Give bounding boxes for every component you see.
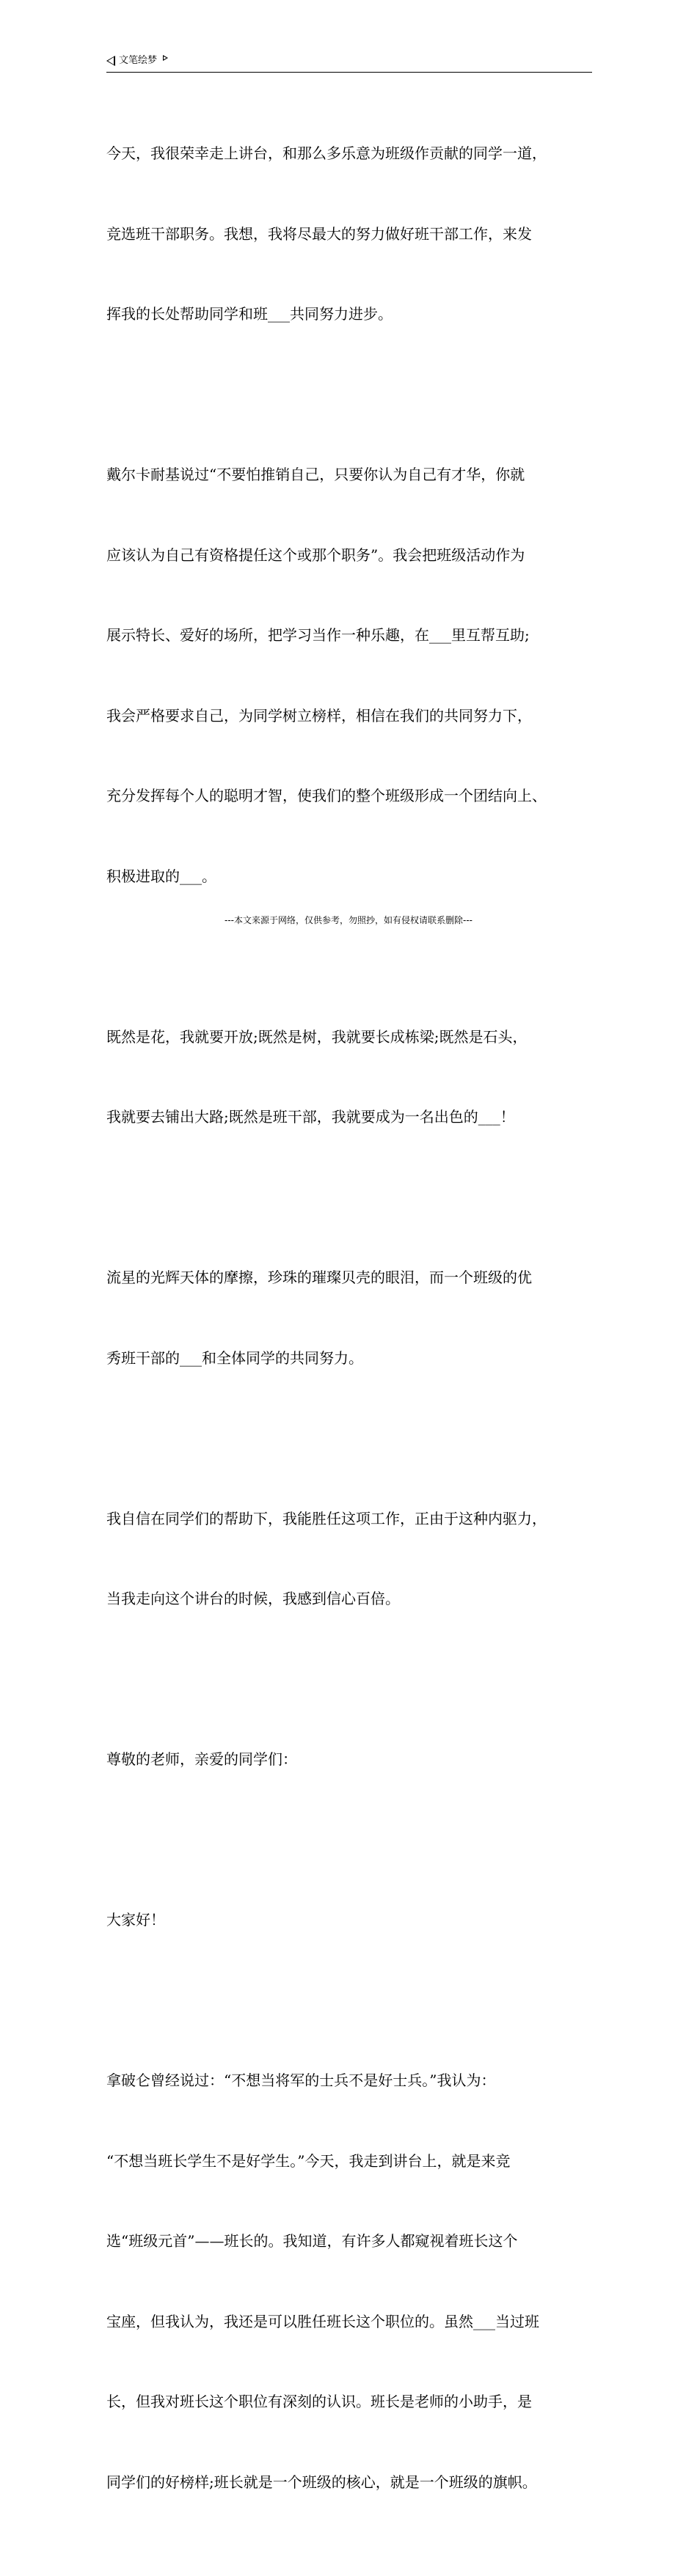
text-line: 戴尔卡耐基说过“不要怕推销自己，只要你认为自己有才华，你就 [106,466,525,483]
paragraph [106,87,596,381]
text-line: 充分发挥每个人的聪明才智，使我们的整个班级形成一个团结向上、 [106,787,547,804]
text-line: 积极进取的___。 [106,867,216,885]
document-body [106,87,596,2576]
text-line: 秀班干部的___和全体同学的共同努力。 [106,1348,363,1367]
paragraph [106,1211,596,1425]
header-title: 文笔绘梦 [119,55,158,66]
text-line: 我自信在同学们的帮助下，我能胜任这项工作，正由于这种内驱力， [106,1509,547,1527]
text-line: 既然是花，我就要开放;既然是树，我就要长成栋梁;既然是石头， [106,1027,528,1046]
text-line: 宝座，但我认为，我还是可以胜任班长这个职位的。虽然___当过班 [106,2312,539,2330]
text-line: 长，但我对班长这个职位有深刻的认识。班长是老师的小助手，是 [106,2393,532,2410]
text-line: 流星的光辉天体的摩擦，珍珠的璀璨贝壳的眼泪，而一个班级的优 [106,1269,532,1286]
paragraph [106,1452,596,1666]
text-line: 今天，我很荣幸走上讲台，和那么多乐意为班级作贡献的同学一道， [106,144,547,162]
right-triangle-icon [163,55,168,61]
paragraph [106,2014,596,2549]
text-line: “不想当班长学生不是好学生。”今天，我走到讲台上，就是来竞 [106,2151,511,2170]
page-header [106,53,592,73]
salutation [106,1692,596,1827]
left-triangle-icon [106,56,115,66]
text-line: 同学们的好榜样;班长就是一个班级的核心，就是一个班级的旗帜。 [106,2473,537,2491]
greeting [106,1853,596,1987]
text-line: 展示特长、爱好的场所，把学习当作一种乐趣，在___里互帮互助; [106,626,530,644]
text-line: 当我走向这个讲台的时候，我感到信心百倍。 [106,1590,400,1607]
text-line: 应该认为自己有资格提任这个或那个职务”。我会把班级活动作为 [106,546,525,564]
paragraph [106,408,596,943]
text-line: 竞选班干部职务。我想，我将尽最大的努力做好班干部工作，来发 [106,224,532,243]
text-line: 尊敬的老师，亲爱的同学们： [106,1750,297,1768]
paragraph [106,970,596,1184]
text-line: 我就要去铺出大路;既然是班干部，我就要成为一名出色的___！ [106,1108,515,1126]
text-line: 拿破仑曾经说过：“不想当将军的士兵不是好士兵。”我认为： [106,2072,496,2089]
text-line: 大家好！ [106,1911,165,1929]
text-line: 选“班级元首”——班长的。我知道，有许多人都窥视着班长这个 [106,2232,518,2250]
page-footer: ---本文来源于网络，仅供参考，勿照抄，如有侵权请联系删除--- [225,915,472,925]
text-line: 挥我的长处帮助同学和班___共同努力进步。 [106,305,393,323]
text-line: 我会严格要求自己，为同学树立榜样，相信在我们的共同努力下， [106,706,532,724]
header-brand [106,54,168,67]
